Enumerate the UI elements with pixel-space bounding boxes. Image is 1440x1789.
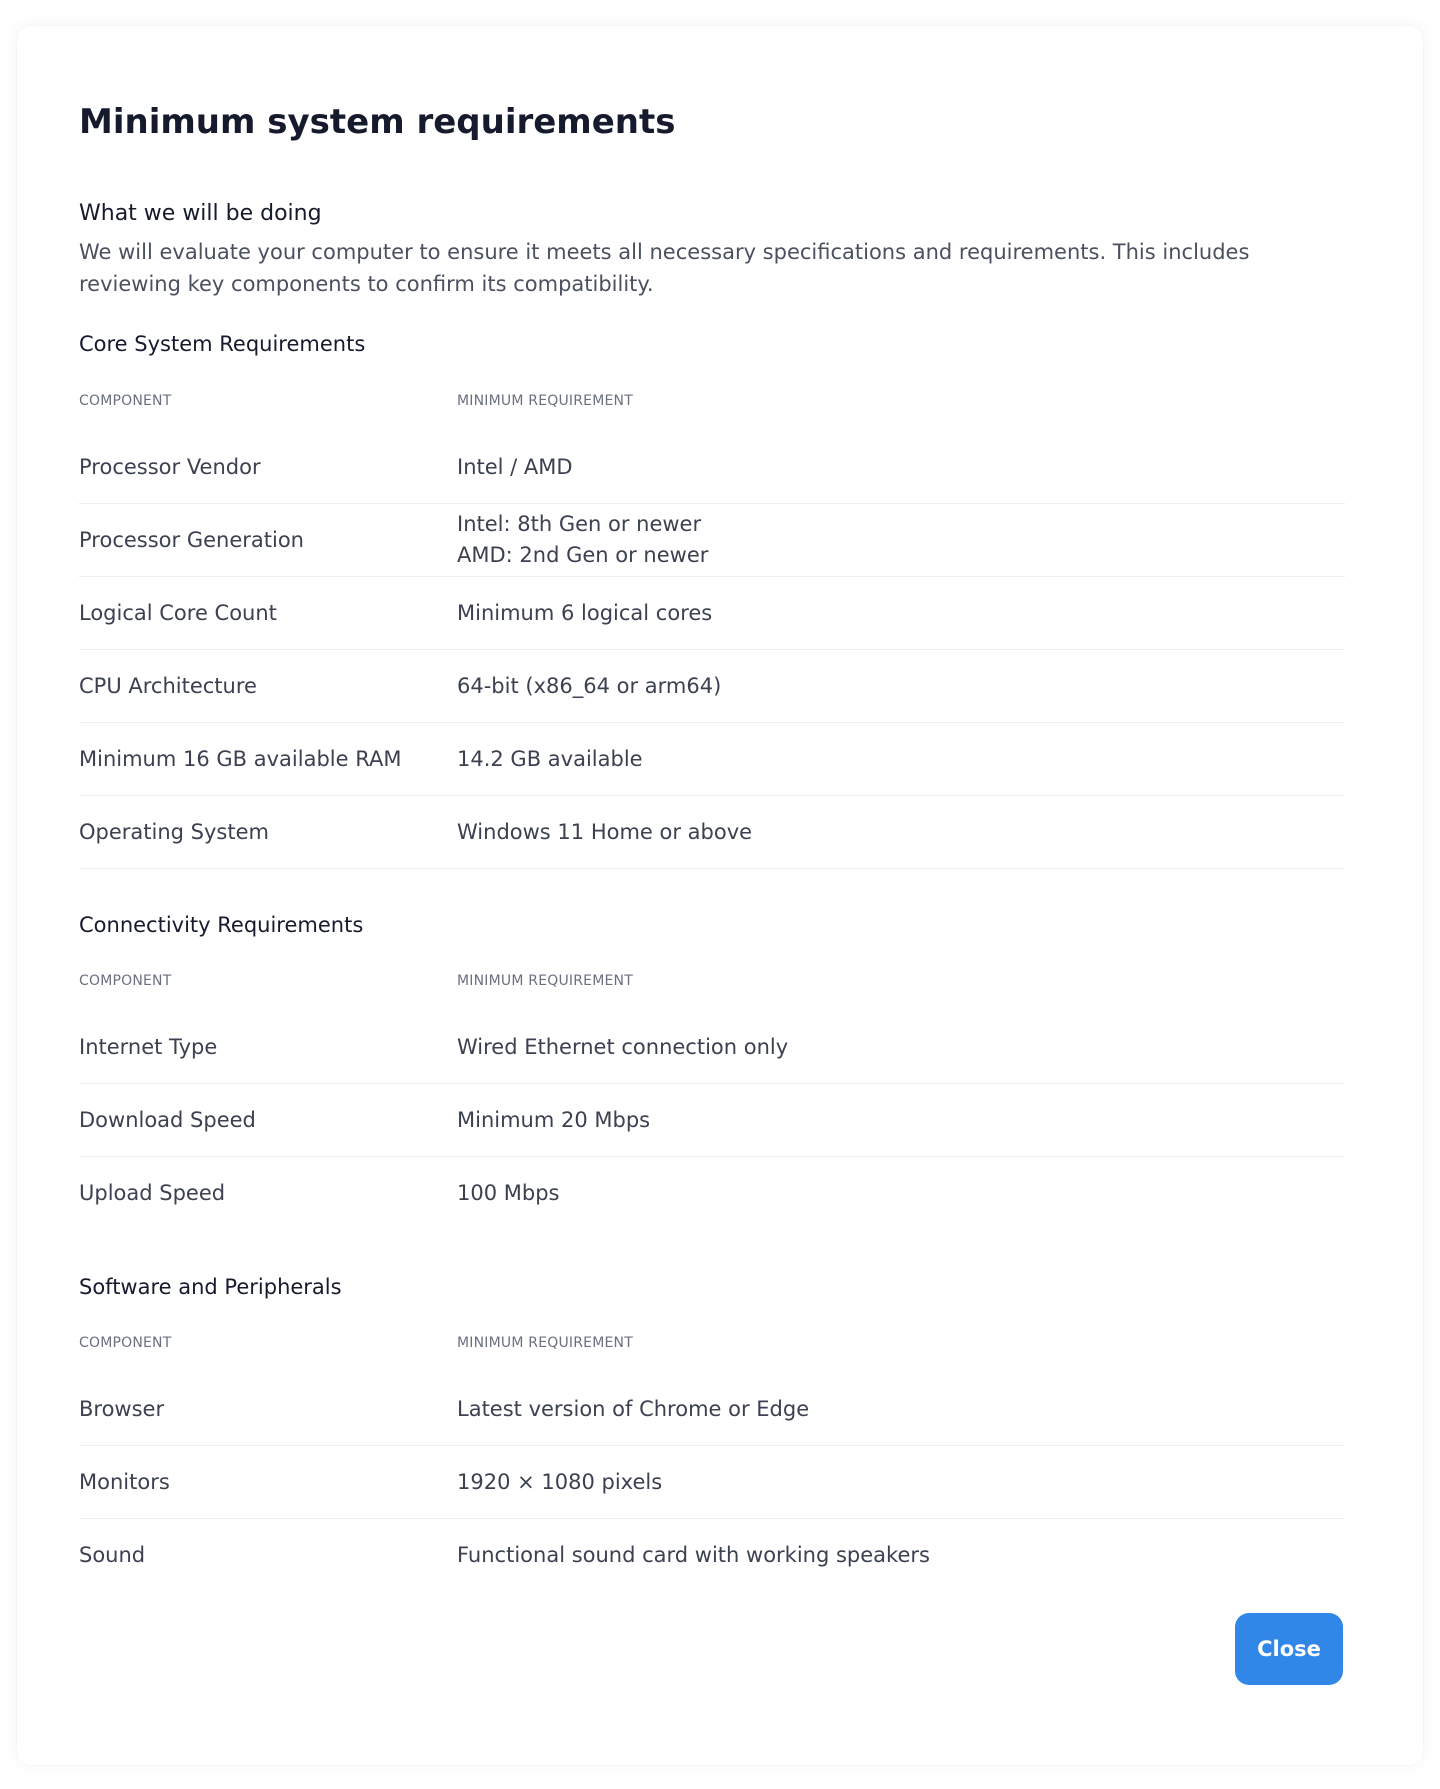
component-cell: Internet Type: [79, 1035, 218, 1059]
requirement-cell: 64-bit (x86_64 or arm64): [457, 674, 722, 698]
component-cell: Minimum 16 GB available RAM: [79, 747, 402, 771]
requirement-cell: Latest version of Chrome or Edge: [457, 1397, 810, 1421]
connectivity-table-header: [79, 973, 1345, 993]
requirement-cell: Minimum 20 Mbps: [457, 1108, 651, 1132]
component-cell: Browser: [79, 1397, 165, 1421]
requirement-cell: Minimum 6 logical cores: [457, 601, 713, 625]
table-row: [79, 577, 1345, 650]
modal-title: Minimum system requirements: [79, 102, 676, 142]
requirement-cell: Wired Ethernet connection only: [457, 1035, 789, 1059]
component-cell: Operating System: [79, 820, 269, 844]
table-row: [79, 1373, 1345, 1446]
table-row: [79, 1011, 1345, 1084]
software-section-title: Software and Peripherals: [79, 1275, 342, 1299]
requirement-cell: Functional sound card with working speakers: [457, 1543, 930, 1567]
software-table-header: [79, 1335, 1345, 1355]
intro-text: We will evaluate your computer to ensure it meets all necessary specifications and requirements. This includes reviewing key components to confirm its compatibility.: [79, 240, 1250, 296]
component-column-header: COMPONENT: [79, 973, 172, 989]
component-cell: Monitors: [79, 1470, 170, 1494]
component-column-header: COMPONENT: [79, 393, 172, 409]
component-cell: CPU Architecture: [79, 674, 257, 698]
intro-heading: What we will be doing: [79, 201, 322, 226]
table-row: [79, 1157, 1345, 1229]
component-cell: Sound: [79, 1543, 146, 1567]
table-row: [79, 1519, 1345, 1591]
component-cell: Download Speed: [79, 1108, 256, 1132]
requirement-cell: Windows 11 Home or above: [457, 820, 753, 844]
table-row: [79, 723, 1345, 796]
component-cell: Processor Generation: [79, 528, 304, 552]
component-column-header: COMPONENT: [79, 1335, 172, 1351]
requirement-cell: Intel: 8th Gen or newer AMD: 2nd Gen or newer: [457, 512, 709, 567]
requirement-cell: Intel / AMD: [457, 455, 573, 479]
table-row: [79, 1446, 1345, 1519]
system-requirements-modal: [17, 26, 1423, 1765]
table-row: [79, 796, 1345, 869]
close-button[interactable]: Close: [1235, 1613, 1343, 1685]
requirement-column-header: MINIMUM REQUIREMENT: [457, 1335, 633, 1351]
requirement-cell: 100 Mbps: [457, 1181, 560, 1205]
component-cell: Logical Core Count: [79, 601, 277, 625]
table-row: [79, 650, 1345, 723]
requirement-column-header: MINIMUM REQUIREMENT: [457, 393, 633, 409]
connectivity-section-title: Connectivity Requirements: [79, 913, 364, 937]
core-section-title: Core System Requirements: [79, 332, 366, 356]
requirement-cell: 14.2 GB available: [457, 747, 643, 771]
component-cell: Processor Vendor: [79, 455, 261, 479]
table-row: [79, 431, 1345, 504]
table-row: [79, 1084, 1345, 1157]
table-row: [79, 504, 1345, 577]
core-table-header: [79, 393, 1345, 413]
component-cell: Upload Speed: [79, 1181, 226, 1205]
requirement-cell: 1920 × 1080 pixels: [457, 1470, 663, 1494]
requirement-column-header: MINIMUM REQUIREMENT: [457, 973, 633, 989]
